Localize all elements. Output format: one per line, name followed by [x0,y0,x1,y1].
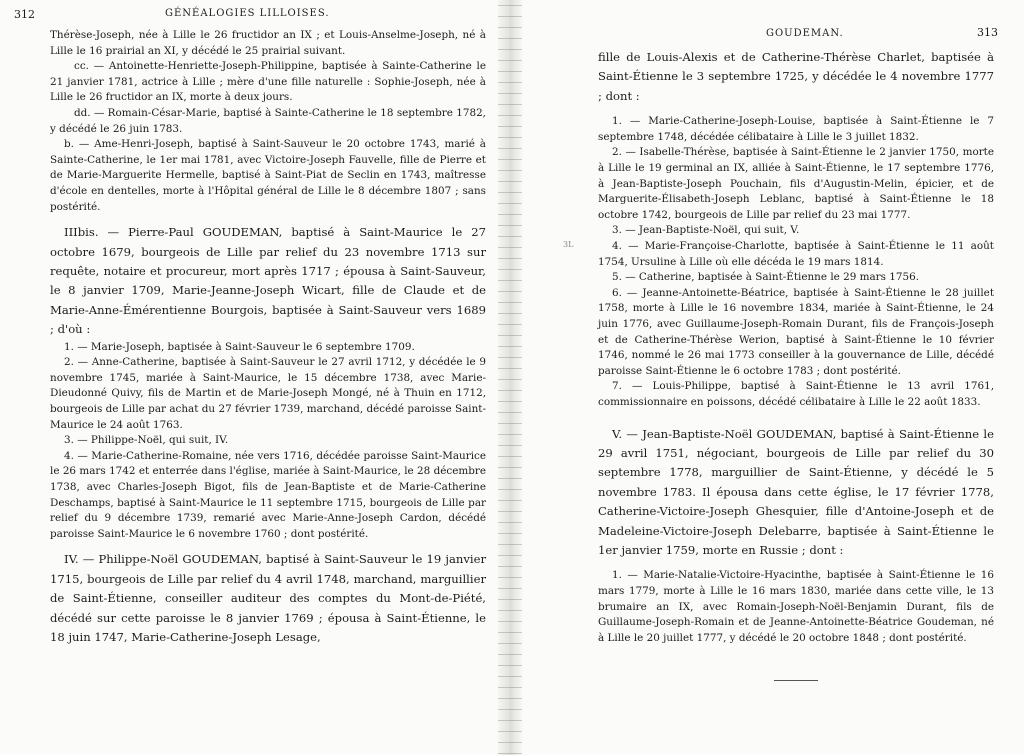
right-page-header [598,20,998,40]
left-paragraph: cc. — Antoinette-Henriette-Joseph-Philippine, baptisée à Sainte-Catherine le 21 janvier 1781, actrice à Lille ; mère d'une fille naturelle : Sophie-Joseph, née à Lille le 26 fructidor an IX, morte à deux jours. [50,60,486,104]
closing-rule [774,680,818,681]
right-list-item: 5. — Catherine, baptisée à Saint-Étienne le 29 mars 1756. [612,271,920,284]
left-list-item: 2. — Anne-Catherine, baptisée à Saint-Sauveur le 27 avril 1712, y décédée le 9 novembre 1745, mariée à Saint-Maurice, le 15 décembre 1738, avec Marie-Dieudonné Quivy, fils de Martin et de Marie-Joseph Mongé, né à Thuin en 1712, bourgeois de Lille par achat du 27 février 1739, marchand, décédé paroisse Saint-Maurice le 24 août 1763. [50,356,486,431]
left-paragraph: dd. — Romain-César-Marie, baptisé à Sainte-Catherine le 18 septembre 1782, y décédé le 26 juin 1783. [50,106,486,135]
left-list-item: 4. — Marie-Catherine-Romaine, née vers 1716, décédée paroisse Saint-Maurice le 26 mars 1742 et enterrée dans l'église, mariée à Saint-Maurice, le 28 décembre 1738, avec Charles-Joseph Bigot, fils de Jean-Baptiste et de Marie-Catherine Deschamps, baptisé à Saint-Maurice le 11 septembre 1715, bourgeois de Lille par relief du 9 décembre 1739, remarié avec Marie-Anne-Joseph Cardon, décédé paroisse Saint-Maurice le 6 novembre 1760 ; dont postérité. [50,449,486,540]
right-list-item: 2. — Isabelle-Thérèse, baptisée à Saint-Étienne le 2 janvier 1750, morte à Lille le 19 germinal an IX, alliée à Saint-Étienne, le 17 septembre 1776, à Jean-Baptiste-Joseph Pouchain, fils d'Augustin-Melin, épicier, et de Marguerite-Élisabeth-Joseph Leblanc, baptisé à Saint-Étienne le 18 octobre 1742, bourgeois de Lille par relief du 23 mai 1777. [598,146,994,221]
right-list-item: 1. — Marie-Catherine-Joseph-Louise, baptisée à Saint-Étienne le 7 septembre 1748, décédée célibataire à Lille le 3 juillet 1832. [598,115,994,143]
left-list-item: 1. — Marie-Joseph, baptisée à Saint-Sauveur le 6 septembre 1709. [64,340,415,353]
left-entry-heading: IIIbis. — Pierre-Paul GOUDEMAN, baptisé à Saint-Maurice le 27 octobre 1679, bourgeois de Lille par relief du 23 novembre 1713 sur requête, notaire et procureur, mort après 1717 ; épousa à Saint-Sauveur, le 8 janvier 1709, Marie-Jeanne-Joseph Wicart, fille de Claude et de Marie-Anne-Émérentienne Bourgois, baptisée à Saint-Sauveur vers 1689 ; d'où : [50,225,486,337]
gutter-mark: 3L [563,240,574,249]
right-page-number: 313 [977,26,998,39]
book-gutter [498,0,522,755]
left-entry-heading: IV. — Philippe-Noël GOUDEMAN, baptisé à Saint-Sauveur le 19 janvier 1715, bourgeois de Lille par relief du 4 avril 1748, marchand, marguillier de Saint-Étienne, conseiller auditeur des comptes du Mont-de-Piété, décédé sur cette paroisse le 8 janvier 1769 ; épousa à Saint-Étienne, le 18 juin 1747, Marie-Catherine-Joseph Lesage, [50,552,486,644]
left-page-number: 312 [14,8,35,21]
left-page-header [14,8,486,28]
left-paragraph: b. — Ame-Henri-Joseph, baptisé à Saint-Sauveur le 20 octobre 1743, marié à Sainte-Catherine, le 1er mai 1781, avec Victoire-Joseph Fauvelle, fille de Pierre et de Marie-Marguerite Hermelle, baptisé à Saint-Piat de Seclin en 1743, maîtresse d'école en dentelles, morte à l'Hôpital général de Lille le 8 décembre 1807 ; sans postérité. [50,138,486,213]
left-running-title: GÉNÉALOGIES LILLOISES. [165,8,330,19]
right-entry-heading: V. — Jean-Baptiste-Noël GOUDEMAN, baptisé à Saint-Étienne le 29 avril 1751, négociant, bourgeois de Lille par relief du 30 septembre 1778, marguillier de Saint-Étienne, y décédé le 5 novembre 1783. Il épousa dans cette église, le 17 février 1778, Catherine-Victoire-Joseph Ghesquier, fille d'Antoine-Joseph et de Madeleine-Victoire-Joseph Delebarre, baptisée à Saint-Étienne le 1er janvier 1759, morte en Russie ; dont : [598,426,994,557]
left-paragraph: Thérèse-Joseph, née à Lille le 26 fructidor an IX ; et Louis-Anselme-Joseph, né à Lille le 16 prairial an XI, y décédé le 25 prairial suivant. [50,29,486,57]
right-page [520,0,1024,755]
left-list-item: 3. — Philippe-Noël, qui suit, IV. [64,434,229,447]
right-list-item: 7. — Louis-Philippe, baptisé à Saint-Étienne le 13 avril 1761, commissionnaire en poissons, décédé célibataire à Lille le 22 août 1833. [598,380,994,408]
right-list-item: 3. — Jean-Baptiste-Noël, qui suit, V. [612,224,800,237]
right-list-item: 1. — Marie-Natalie-Victoire-Hyacinthe, baptisée à Saint-Étienne le 16 mars 1779, morte à Lille le 16 mars 1830, mariée dans cette ville, le 13 brumaire an IX, avec Romain-Joseph-Noël-Benjamin Durant, fils de Guillaume-Joseph-Romain et de Jeanne-Antoinette-Béatrice Goudeman, né à Lille le 20 juillet 1777, y décédé le 20 octobre 1848 ; dont postérité. [598,569,994,644]
left-page [0,0,500,755]
right-paragraph: fille de Louis-Alexis et de Catherine-Thérèse Charlet, baptisée à Saint-Étienne le 3 septembre 1725, y décédée le 4 novembre 1777 ; dont : [598,50,994,103]
right-running-title: GOUDEMAN. [766,28,844,39]
right-list-item: 4. — Marie-Françoise-Charlotte, baptisée à Saint-Étienne le 11 août 1754, Ursuline à Lille où elle décéda le 19 mars 1814. [598,239,994,268]
right-list-item: 6. — Jeanne-Antoinette-Béatrice, baptisée à Saint-Étienne le 28 juillet 1758, morte à Lille le 16 novembre 1834, mariée à Saint-Étienne, le 24 juin 1776, avec Guillaume-Joseph-Romain Durant, fils de François-Joseph et de Catherine-Thérèse Werion, baptisé à Saint-Étienne le 10 février 1746, nommé le 26 mai 1773 conseiller à la gouvernance de Lille, décédé paroisse Saint-Étienne le 6 octobre 1783 ; dont postérité. [598,286,994,377]
